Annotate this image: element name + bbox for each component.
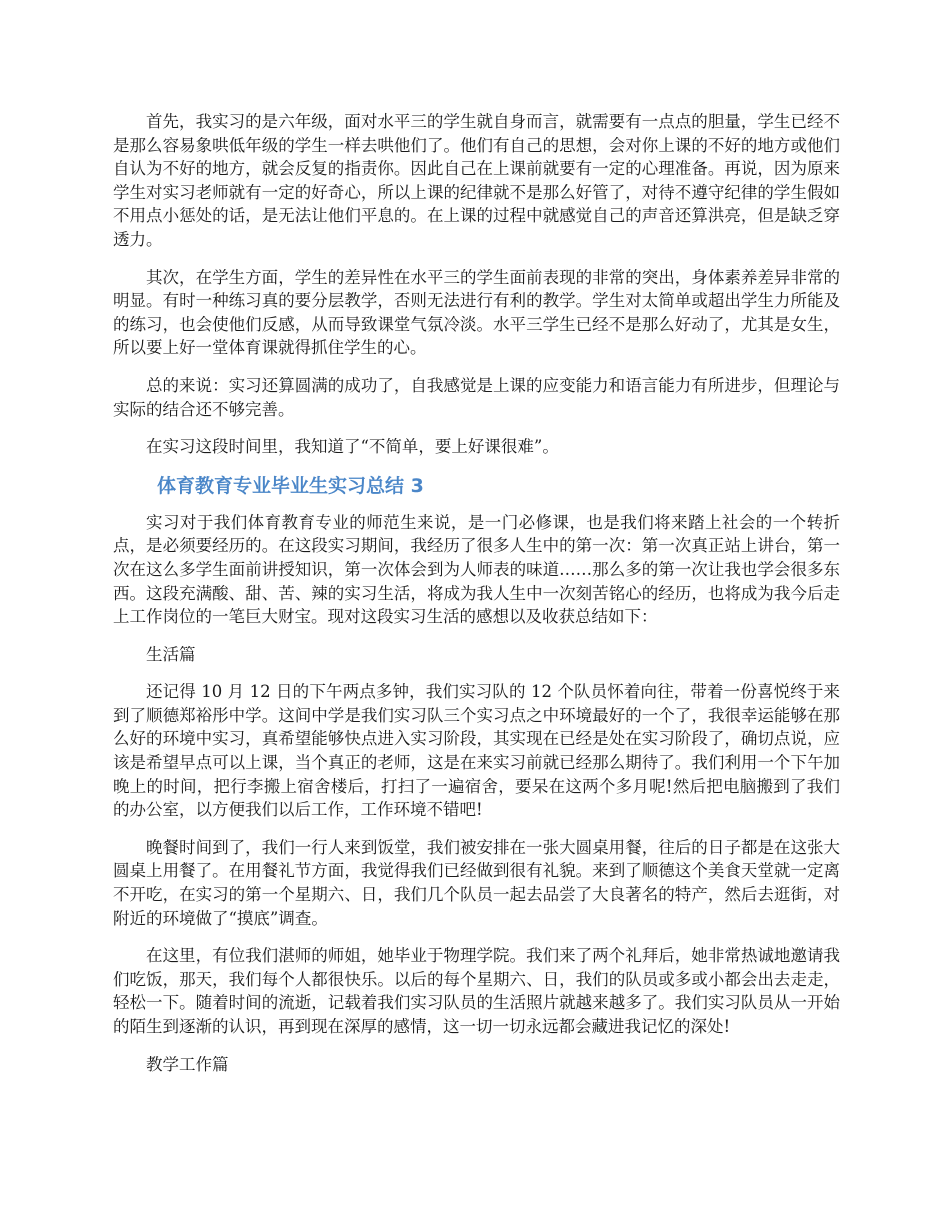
paragraph: 总的来说：实习还算圆满的成功了，自我感觉是上课的应变能力和语言能力有所进步，但理论与实际的结合还不够完善。 bbox=[113, 375, 840, 419]
paragraph: 还记得 10 月 12 日的下午两点多钟，我们实习队的 12 个队员怀着向往，带着一份喜悦终于来到了顺德郑裕彤中学。这间中学是我们实习队三个实习点之中环境最好的一个了，我很幸运能够在那么好的环境中实习，真希望能够快点进入实习阶段，其实现在已经是处在实习阶段了，确切点说，应该是希望早点可以上课，当个真正的老师，这是在来实习前就已经那么期待了。我们利用一个下午加晚上的时间，把行李搬上宿舍楼后，打扫了一遍宿舍，要呆在这两个多月呢!然后把电脑搬到了我们的办公室，以方便我们以后工作，工作环境不错吧! bbox=[113, 682, 840, 820]
paragraph: 实习对于我们体育教育专业的师范生来说，是一门必修课，也是我们将来踏上社会的一个转折点，是必须要经历的。在这段实习期间，我经历了很多人生中的第一次：第一次真正站上讲台，第一次在这么多学生面前讲授知识，第一次体会到为人师表的味道……那么多的第一次让我也学会很多东西。这段充满酸、甜、苦、辣的实习生活，将成为我人生中一次刻苦铭心的经历，也将成为我今后走上工作岗位的一笔巨大财宝。现对这段实习生活的感想以及收获总结如下： bbox=[113, 512, 840, 627]
section-label: 教学工作篇 bbox=[146, 1054, 229, 1074]
section-heading: 体育教育专业毕业生实习总结 3 bbox=[157, 474, 424, 497]
paragraph: 在实习这段时间里，我知道了“不简单，要上好课很难”。 bbox=[146, 437, 559, 457]
paragraph: 其次，在学生方面，学生的差异性在水平三的学生面前表现的非常的突出，身体素养差异非常的明显。有时一种练习真的要分层教学，否则无法进行有利的教学。学生对太简单或超出学生力所能及的练习，也会使他们反感，从而导致课堂气氛冷淡。水平三学生已经不是那么好动了，尤其是女生，所以要上好一堂体育课就得抓住学生的心。 bbox=[113, 267, 840, 358]
paragraph: 在这里，有位我们湛师的师姐，她毕业于物理学院。我们来了两个礼拜后，她非常热诚地邀请我们吃饭，那天，我们每个人都很快乐。以后的每个星期六、日，我们的队员或多或小都会出去走走，轻松一下。随着时间的流逝，记载着我们实习队员的生活照片就越来越多了。我们实习队员从一开始的陌生到逐渐的认识，再到现在深厚的感情，这一切一切永远都会藏进我记忆的深处! bbox=[113, 946, 840, 1036]
section-label: 生活篇 bbox=[146, 644, 196, 664]
paragraph: 晚餐时间到了，我们一行人来到饭堂，我们被安排在一张大圆桌用餐，往后的日子都是在这张大圆桌上用餐了。在用餐礼节方面，我觉得我们已经做到很有礼貌。来到了顺德这个美食天堂就一定离不开吃，在实习的第一个星期六、日，我们几个队员一起去品尝了大良著名的特产，然后去逛街，对附近的环境做了“摸底”调查。 bbox=[113, 837, 840, 928]
paragraph: 首先，我实习的是六年级，面对水平三的学生就自身而言，就需要有一点点的胆量，学生已经不是那么容易象哄低年级的学生一样去哄他们了。他们有自己的思想，会对你上课的不好的地方或他们自认为不好的地方，就会反复的指责你。因此自己在上课前就要有一定的心理准备。再说，因为原来学生对实习老师就有一定的好奇心，所以上课的纪律就不是那么好管了，对待不遵守纪律的学生假如不用点小惩处的话，是无法让他们平息的。在上课的过程中就感觉自己的声音还算洪亮，但是缺乏穿透力。 bbox=[113, 112, 840, 249]
